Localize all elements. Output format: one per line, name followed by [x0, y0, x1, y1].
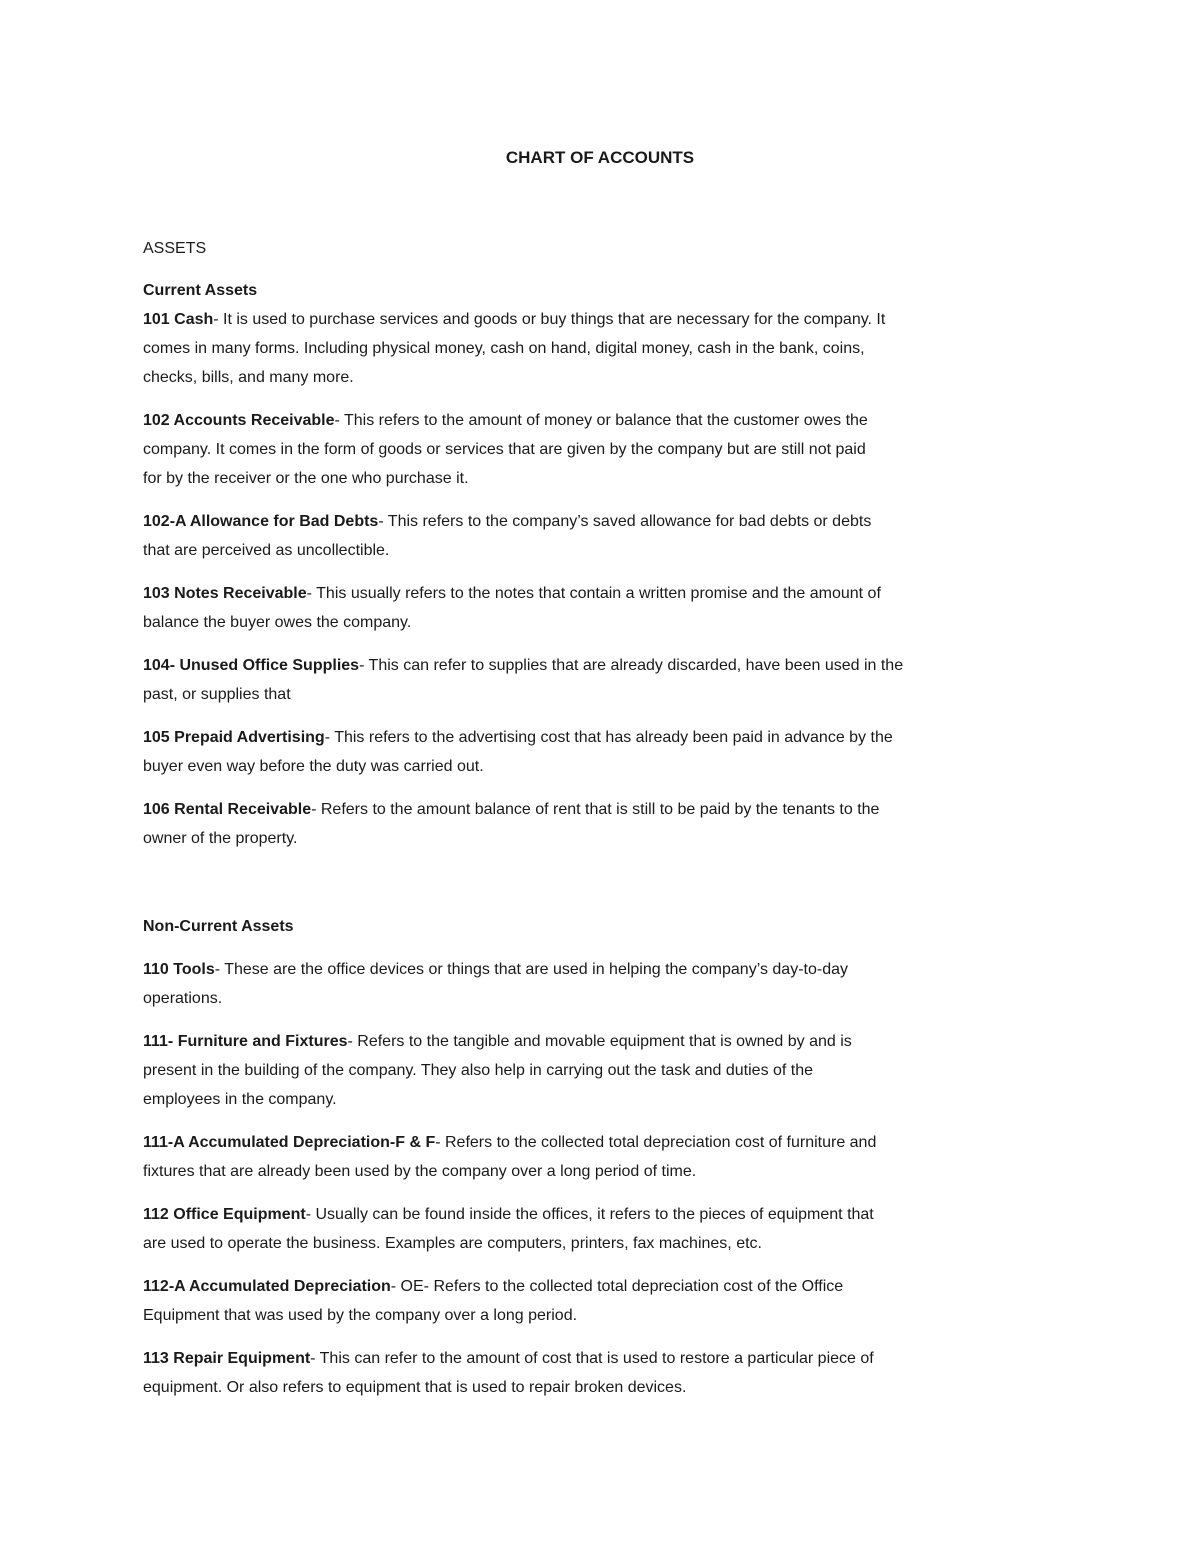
account-description: - Refers to the collected total depreciation cost of furniture and — [435, 1134, 877, 1151]
account-entry-line — [143, 334, 1083, 363]
account-description: - These are the office devices or things that are used in helping the company’s day-to-day — [214, 961, 848, 978]
document-content — [143, 234, 1083, 1416]
account-entry-line — [143, 1085, 1083, 1114]
account-description: - This usually refers to the notes that contain a written promise and the amount of — [306, 585, 881, 602]
account-name: 112-A Accumulated Depreciation — [143, 1278, 391, 1295]
account-entry-line — [143, 464, 1083, 493]
account-entry-line — [143, 1157, 1083, 1186]
account-entry-line — [143, 1344, 1083, 1373]
account-description: present in the building of the company. They also help in carrying out the task and duties of the — [143, 1062, 814, 1079]
account-entry — [143, 579, 1083, 637]
account-description: company. It comes in the form of goods or services that are given by the company but are still not paid — [143, 441, 866, 458]
account-description: - This refers to the advertising cost that has already been paid in advance by the — [324, 729, 893, 746]
account-description: are used to operate the business. Examples are computers, printers, fax machines, etc. — [143, 1235, 762, 1252]
account-name: 104- Unused Office Supplies — [143, 657, 360, 674]
account-entry-line — [143, 1272, 1083, 1301]
account-entry-line — [143, 651, 1083, 680]
account-description: checks, bills, and many more. — [143, 369, 354, 386]
account-entry-line — [143, 824, 1083, 853]
account-name: 102 Accounts Receivable — [143, 412, 335, 429]
account-entry — [143, 305, 1083, 392]
account-description: that are perceived as uncollectible. — [143, 542, 390, 559]
account-description: buyer even way before the duty was carried out. — [143, 758, 484, 775]
account-entry-line — [143, 1200, 1083, 1229]
account-name: 102-A Allowance for Bad Debts — [143, 513, 379, 530]
account-description: comes in many forms. Including physical money, cash on hand, digital money, cash in the bank, coins, — [143, 340, 865, 357]
account-description: past, or supplies that — [143, 686, 291, 703]
account-entry-line — [143, 795, 1083, 824]
account-entry-line — [143, 955, 1083, 984]
account-entry-line — [143, 435, 1083, 464]
account-name: 111- Furniture and Fixtures — [143, 1033, 348, 1050]
account-entry-line — [143, 1301, 1083, 1330]
account-entry — [143, 651, 1083, 709]
account-entry — [143, 1344, 1083, 1402]
account-entry-line — [143, 406, 1083, 435]
account-name: 103 Notes Receivable — [143, 585, 307, 602]
account-entry — [143, 723, 1083, 781]
account-entry-line — [143, 1056, 1083, 1085]
account-description: operations. — [143, 990, 223, 1007]
account-entry-line — [143, 507, 1083, 536]
account-description: employees in the company. — [143, 1091, 337, 1108]
account-entry-line — [143, 680, 1083, 709]
account-entry — [143, 406, 1083, 493]
account-description: equipment. Or also refers to equipment that is used to repair broken devices. — [143, 1379, 687, 1396]
account-description: for by the receiver or the one who purchase it. — [143, 470, 469, 487]
account-description: - This refers to the company’s saved allowance for bad debts or debts — [378, 513, 872, 530]
account-name: 112 Office Equipment — [143, 1206, 306, 1223]
account-description: - OE- Refers to the collected total depreciation cost of the Office — [390, 1278, 844, 1295]
account-entry — [143, 1272, 1083, 1330]
account-entry-line — [143, 1373, 1083, 1402]
account-description: - This can refer to supplies that are already discarded, have been used in the — [359, 657, 904, 674]
account-entry-line — [143, 1229, 1083, 1258]
account-description: - It is used to purchase services and goods or buy things that are necessary for the company. It — [213, 311, 886, 328]
account-name: 110 Tools — [143, 961, 215, 978]
account-entry — [143, 795, 1083, 853]
section-heading-assets: ASSETS — [143, 240, 207, 257]
subheading-current-assets: Current Assets — [143, 282, 258, 299]
account-name: 113 Repair Equipment — [143, 1350, 311, 1367]
account-description: - This can refer to the amount of cost that is used to restore a particular piece of — [310, 1350, 874, 1367]
account-name: 101 Cash — [143, 311, 214, 328]
account-description: owner of the property. — [143, 830, 298, 847]
account-entry — [143, 1128, 1083, 1186]
account-entry-line — [143, 305, 1083, 334]
account-entry-line — [143, 1128, 1083, 1157]
account-description: - Refers to the tangible and movable equipment that is owned by and is — [347, 1033, 852, 1050]
account-name: 105 Prepaid Advertising — [143, 729, 325, 746]
account-description: balance the buyer owes the company. — [143, 614, 412, 631]
account-entry-line — [143, 723, 1083, 752]
account-entry-line — [143, 536, 1083, 565]
non-current-assets-list — [143, 955, 1083, 1402]
account-description: - This refers to the amount of money or balance that the customer owes the — [334, 412, 868, 429]
account-entry-line — [143, 752, 1083, 781]
account-entry — [143, 1200, 1083, 1258]
current-assets-list — [143, 305, 1083, 853]
account-entry — [143, 1027, 1083, 1114]
account-description: Equipment that was used by the company over a long period. — [143, 1307, 578, 1324]
document-title: CHART OF ACCOUNTS — [505, 148, 695, 167]
account-entry-line — [143, 984, 1083, 1013]
account-name: 111-A Accumulated Depreciation-F & F — [143, 1134, 436, 1151]
account-description: - Refers to the amount balance of rent that is still to be paid by the tenants to the — [311, 801, 880, 818]
account-description: - Usually can be found inside the offices, it refers to the pieces of equipment that — [305, 1206, 874, 1223]
account-entry-line — [143, 363, 1083, 392]
subheading-non-current-assets: Non-Current Assets — [143, 918, 294, 935]
account-name: 106 Rental Receivable — [143, 801, 312, 818]
account-entry — [143, 507, 1083, 565]
account-description: fixtures that are already been used by the company over a long period of time. — [143, 1163, 697, 1180]
account-entry-line — [143, 608, 1083, 637]
account-entry — [143, 955, 1083, 1013]
account-entry-line — [143, 579, 1083, 608]
account-entry-line — [143, 1027, 1083, 1056]
